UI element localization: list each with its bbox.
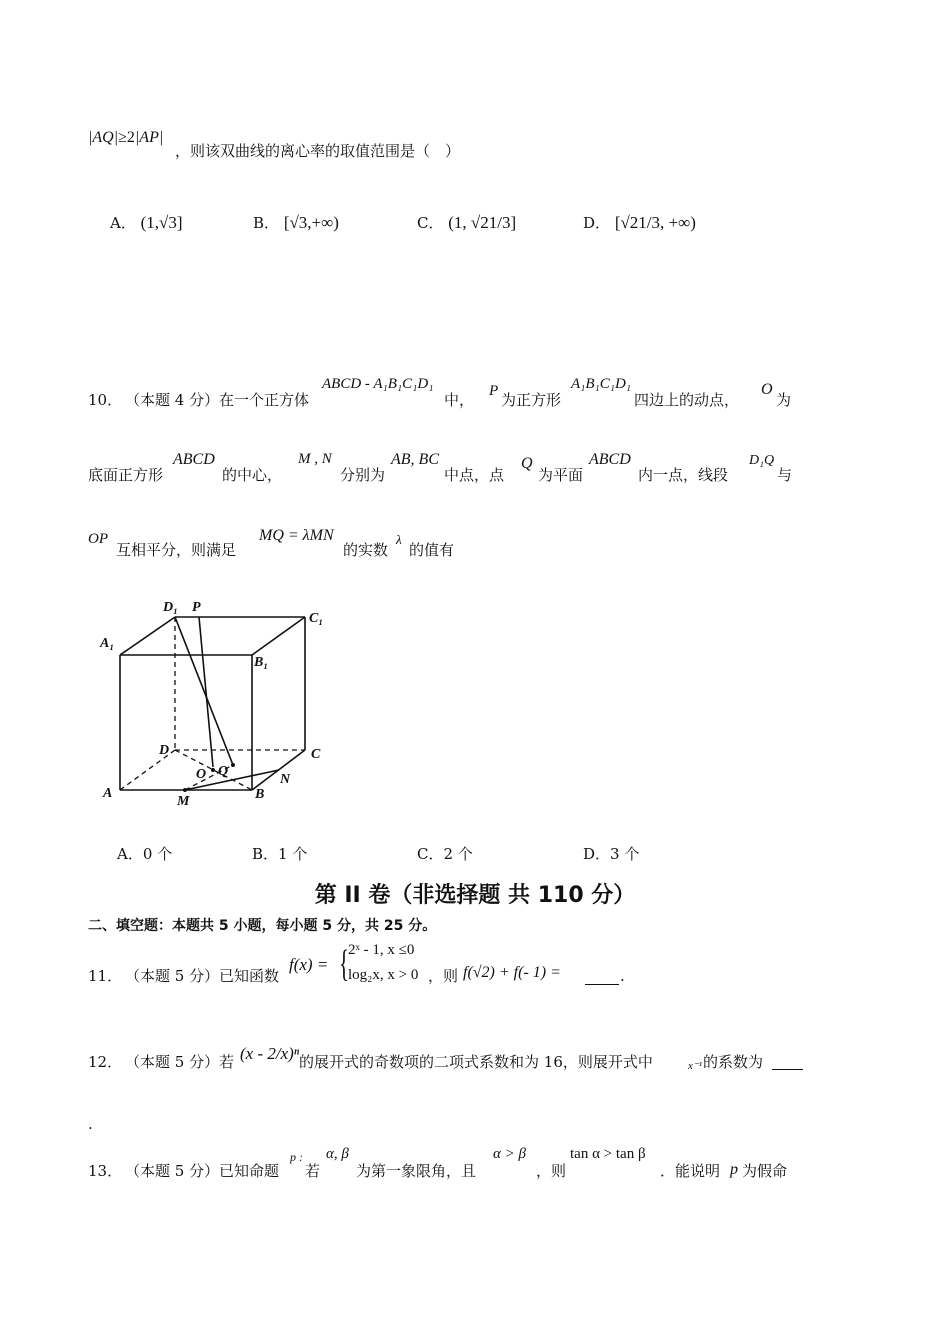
q13-score: （本题 5 分） [125,1162,220,1180]
q10-option-c[interactable] [417,845,473,863]
q10-option-b[interactable] [252,845,307,863]
q9-option-b[interactable] [253,214,339,232]
edge-b1c1 [252,617,305,655]
q13-text-1: 已知命题 [219,1162,280,1180]
q10-text-2: 中， [444,391,475,409]
q11-case-1: 2ˣ - 1, x ≤0 [348,942,415,958]
q13-text-5: ．能说明 [660,1162,721,1180]
q10-point-o: O [761,381,773,398]
edge-a1d1 [120,617,175,655]
label-m: M [177,794,190,809]
q10-text-7: 的中心， [222,466,283,484]
section-subtitle: 二、填空题：本题共 5 小题，每小题 5 分，共 25 分。 [88,918,437,934]
q12-number: 12． [88,1053,123,1071]
label-q: Q [218,764,229,779]
q10-top-face: A₁B₁C₁D₁ [571,376,632,392]
point-q-mark [231,763,235,767]
q10-text-11: 内一点，线段 [638,466,729,484]
q10-text-3: 为正方形 [501,391,562,409]
q10-score: （本题 4 分） [125,391,220,409]
q13-number: 13． [88,1162,123,1180]
label-o: O [196,767,207,782]
q10-number: 10． [88,391,123,409]
segment-op [199,617,213,767]
q11-score: （本题 5 分） [125,967,220,985]
q11-case-2: log₂x, x > 0 [348,967,419,983]
point-o-mark [211,768,215,772]
q13-proposition-p: p : [290,1150,303,1164]
label-n: N [280,772,291,787]
q10-option-d-value: 3 个 [610,845,640,863]
q11-text-1: 已知函数 [219,967,280,985]
q12-text-1: 若 [219,1053,235,1071]
q9-option-c-value: (1, √21/3] [448,213,517,232]
label-p: P [192,600,201,615]
q11-brace: { [339,943,350,985]
q10-option-a-value: 0 个 [142,845,173,863]
q11-end: . [620,967,625,985]
q13-text-6: 为假命 [742,1162,788,1180]
q10-option-d[interactable] [583,845,639,863]
q11-answer-blank[interactable] [585,970,619,984]
label-b1: B₁ [254,655,269,670]
q10-option-b-value: 1 个 [278,845,308,863]
q10-mn: M , N [298,451,332,467]
q10-text-4: 四边上的动点， [634,391,740,409]
q9-option-d-label: D． [583,214,611,232]
q13-text-2: 若 [305,1162,321,1180]
q9-option-d[interactable] [583,214,696,232]
q10-cube-name: ABCD - A₁B₁C₁D₁ [322,376,434,392]
q10-text-1: 在一个正方体 [219,391,310,409]
q10-text-10: 为平面 [538,466,584,484]
q10-text-5: 为 [776,391,792,409]
q10-lambda: λ [396,532,402,547]
q12-term: x⁻¹ [688,1060,702,1072]
q10-option-c-value: 2 个 [443,845,473,863]
q10-option-b-label: B． [252,845,279,863]
q10-segment-op: OP [88,531,108,547]
section-title: 第 II 卷（非选择题 共 110 分） [314,883,636,908]
q10-option-c-label: C． [417,845,444,863]
q13-p: p [730,1161,738,1178]
q10-text-12: 与 [777,466,793,484]
q13-comparison: α > β [493,1146,526,1162]
q9-stem-tail: ，则该双曲线的离心率的取值范围是（ ） [175,142,461,160]
q12-end: . [88,1115,93,1133]
q10-text-14: 的实数 [343,541,389,559]
q12-text-2: 的展开式的奇数项的二项式系数和为 16，则展开式中 [299,1053,653,1071]
q9-option-a[interactable] [110,214,183,232]
label-a1: A₁ [100,636,115,651]
label-c: C [311,747,321,762]
q12-score: （本题 5 分） [125,1053,220,1071]
q10-option-a[interactable] [117,845,172,863]
q10-cube-figure [95,595,340,810]
q10-option-d-label: D． [583,845,611,863]
label-d1: D₁ [163,600,178,615]
q10-point-q: Q [521,455,533,472]
q12-answer-blank[interactable] [772,1055,803,1069]
label-c1: C₁ [309,611,324,626]
q10-plane: ABCD [589,451,631,468]
q9-cond-op: ≥2 [118,129,135,146]
q11-text-2: ，则 [428,967,459,985]
label-b: B [255,787,265,802]
q10-ab-bc: AB, BC [391,451,439,468]
q9-option-b-label: B． [253,214,280,232]
q9-option-d-value: [√21/3, +∞) [614,213,696,232]
q10-text-9: 中点，点 [444,466,505,484]
q13-text-3: 为第一象限角，且 [356,1162,477,1180]
q10-text-15: 的值有 [409,541,455,559]
q9-option-c[interactable] [417,214,516,232]
segment-d1q [175,617,233,765]
q11-expression: f(√2) + f(- 1) = [463,964,561,981]
q9-cond-rhs: |AP| [134,129,164,146]
q9-option-a-value: (1,√3] [140,213,183,232]
q10-equation: MQ = λMN [259,527,334,544]
q13-text-4: ，则 [536,1162,567,1180]
q11-fx: f(x) = [289,955,329,974]
q9-option-a-label: A． [110,214,136,232]
label-d: D [159,743,170,758]
point-m-mark [183,788,187,792]
q10-segment-d1q: D₁Q [749,453,775,468]
q10-point-p: P [489,383,499,399]
label-a: A [103,786,113,801]
q10-text-6: 底面正方形 [88,466,164,484]
q9-option-b-value: [√3,+∞) [283,213,339,232]
q10-base: ABCD [173,451,215,468]
q9-option-c-label: C． [417,214,444,232]
q13-alpha-beta: α, β [326,1146,349,1162]
q10-text-13: 互相平分，则满足 [116,541,237,559]
q13-tan: tan α > tan β [570,1146,646,1162]
q10-text-8: 分别为 [340,466,386,484]
q12-binomial: (x - 2/x)ⁿ [240,1044,300,1063]
q10-option-a-label: A． [117,845,143,863]
q12-text-3: 的系数为 [703,1053,764,1071]
q11-number: 11． [88,967,123,985]
q9-cond-lhs: |AQ| [88,129,119,146]
q9-condition [88,128,163,147]
